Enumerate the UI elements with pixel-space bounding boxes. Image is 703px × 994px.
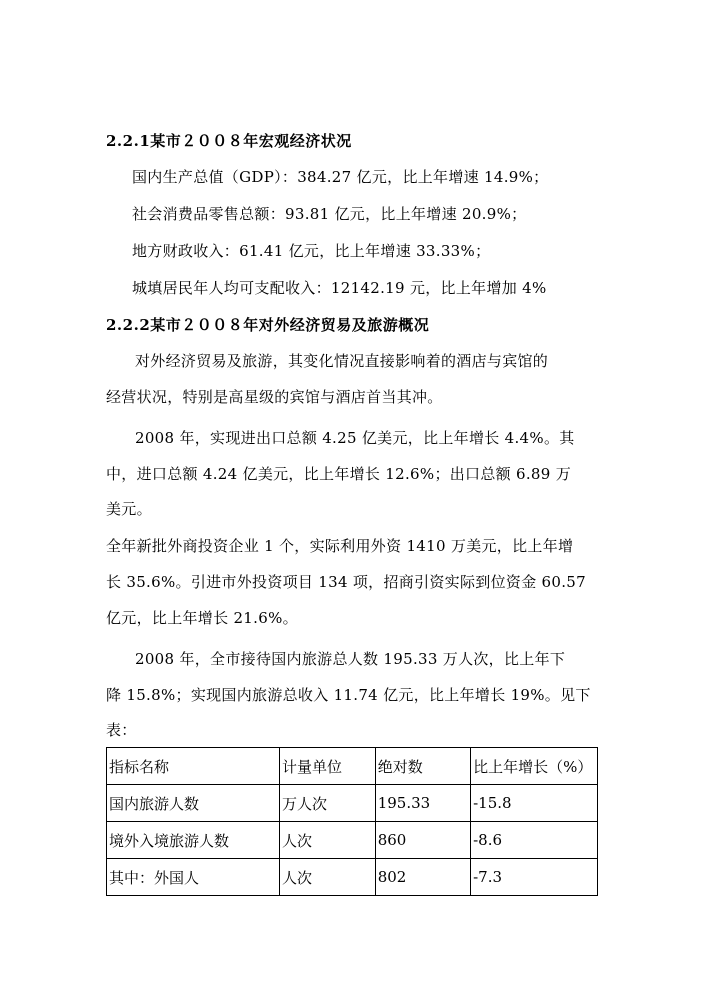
paragraph-line: 2008 年，全市接待国内旅游总人数 195.33 万人次，比上年下 bbox=[135, 650, 566, 668]
paragraph-line: 表： bbox=[106, 721, 137, 739]
tourism-table bbox=[106, 747, 598, 896]
table-cell: -7.3 bbox=[471, 859, 598, 896]
paragraph-line: 全年新批外商投资企业 1 个，实际利用外资 1410 万美元，比上年增 bbox=[106, 537, 574, 555]
table-cell: -15.8 bbox=[471, 785, 598, 822]
table-cell: 195.33 bbox=[375, 785, 470, 822]
retail-sales-item: 社会消费品零售总额：93.81 亿元，比上年增速 20.9%； bbox=[132, 205, 527, 223]
section-heading-macro-economy: 2.2.1某市２００８年宏观经济状况 bbox=[106, 132, 352, 150]
section-heading-foreign-trade: 2.2.2某市２００８年对外经济贸易及旅游概况 bbox=[106, 316, 430, 334]
paragraph-line: 经营状况，特别是高星级的宾馆与酒店首当其冲。 bbox=[106, 388, 443, 406]
paragraph-line: 美元。 bbox=[106, 500, 152, 518]
table-row bbox=[107, 859, 598, 896]
fiscal-revenue-item: 地方财政收入：61.41 亿元，比上年增速 33.33%； bbox=[132, 242, 491, 260]
table-cell: 860 bbox=[375, 822, 470, 859]
table-header-row bbox=[107, 748, 598, 785]
header-absolute-value: 绝对数 bbox=[375, 748, 470, 785]
table-cell: 国内旅游人数 bbox=[107, 785, 280, 822]
table-row bbox=[107, 785, 598, 822]
header-indicator-name: 指标名称 bbox=[107, 748, 280, 785]
table-cell: 其中：外国人 bbox=[107, 859, 280, 896]
income-item: 城填居民年人均可支配收入：12142.19 元，比上年增加 4% bbox=[132, 279, 547, 297]
table-cell: 境外入境旅游人数 bbox=[107, 822, 280, 859]
header-growth-rate: 比上年增长（%） bbox=[471, 748, 598, 785]
table-cell: -8.6 bbox=[471, 822, 598, 859]
paragraph-line: 亿元，比上年增长 21.6%。 bbox=[106, 609, 298, 627]
table-cell: 万人次 bbox=[279, 785, 375, 822]
paragraph-line: 降 15.8%；实现国内旅游总收入 11.74 亿元，比上年增长 19%。见下 bbox=[106, 686, 591, 704]
table-cell: 人次 bbox=[279, 822, 375, 859]
table-cell: 802 bbox=[375, 859, 470, 896]
table-row bbox=[107, 822, 598, 859]
paragraph-line: 2008 年，实现进出口总额 4.25 亿美元，比上年增长 4.4%。其 bbox=[135, 429, 575, 447]
paragraph-line: 长 35.6%。引进市外投资项目 134 项，招商引资实际到位资金 60.57 bbox=[106, 573, 586, 591]
table-cell: 人次 bbox=[279, 859, 375, 896]
gdp-item: 国内生产总值（GDP）：384.27 亿元，比上年增速 14.9%； bbox=[132, 168, 549, 186]
paragraph-line: 对外经济贸易及旅游，其变化情况直接影响着的酒店与宾馆的 bbox=[135, 352, 549, 370]
header-unit: 计量单位 bbox=[279, 748, 375, 785]
paragraph-line: 中，进口总额 4.24 亿美元，比上年增长 12.6%；出口总额 6.89 万 bbox=[106, 465, 571, 483]
